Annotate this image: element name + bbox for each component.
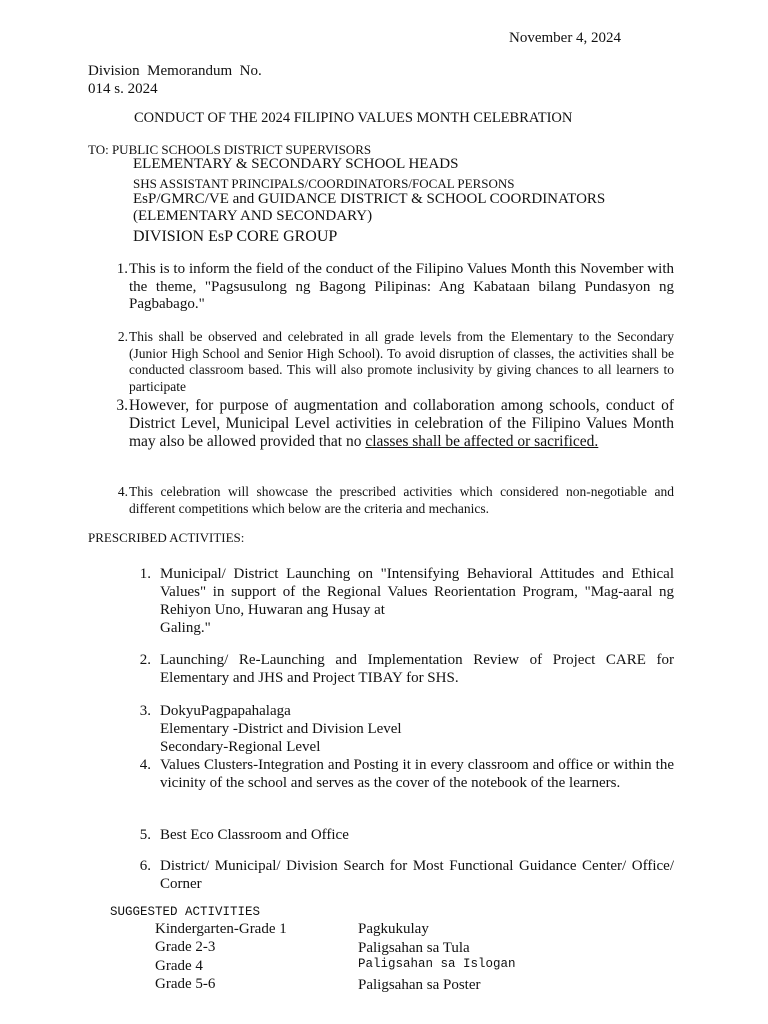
activity-text-main: DokyuPagpapahalaga (160, 703, 291, 719)
item-text: This celebration will showcase the prescribed activities which considered non-negotiable and different competitions which below are the criteria and mechanics. (129, 484, 674, 516)
memo-number-line1: Division Memorandum No. (88, 63, 262, 79)
activity-2 (135, 651, 674, 687)
prescribed-heading: PRESCRIBED ACTIVITIES: (88, 530, 245, 545)
recipient-3: EsP/GMRC/VE and GUIDANCE DISTRICT & SCHOOL COORDINATORS (133, 191, 606, 207)
item-text: This shall be observed and celebrated in all grade levels from the Elementary to the Secondary (Junior High School and Senior High School). To avoid disruption of classes, the activities shall be conducted classroom based. This will also promote inclusivity by giving chances to all learners to participate (129, 329, 674, 394)
memo-number (88, 62, 262, 98)
suggested-grade-1: Kindergarten-Grade 1 (155, 921, 287, 937)
activity-sub-1: Elementary -District and Division Level (160, 721, 402, 737)
to-line: TO: PUBLIC SCHOOLS DISTRICT SUPERVISORS (88, 142, 372, 157)
recipient-5: DIVISION EsP CORE GROUP (133, 228, 338, 245)
item-text: This is to inform the field of the conduct of the Filipino Values Month this November with the theme, "Pagsusulong ng Bagong Pilipinas: Ang Kabataan bilang Pundasyon ng Pagbabago." (129, 261, 674, 312)
suggested-activity-3: Paligsahan sa Islogan (358, 957, 516, 971)
activity-text: Values Clusters-Integration and Posting it in every classroom and office or within the vicinity of the school and serves as the cover of the notebook of the learners. (160, 757, 674, 791)
activity-3 (135, 702, 674, 756)
activity-text (160, 565, 674, 637)
activity-5 (135, 826, 674, 844)
activity-number: 5. (139, 827, 151, 843)
activity-number: 1. (139, 566, 151, 582)
memo-date: November 4, 2024 (509, 30, 622, 46)
body-item-1 (108, 261, 674, 314)
body-item-2 (108, 329, 674, 395)
activity-number: 2. (139, 652, 151, 668)
memo-title: CONDUCT OF THE 2024 FILIPINO VALUES MONTH CELEBRATION (134, 110, 573, 126)
item-text-main: However, for purpose of augmentation and collaboration among schools, conduct of District Level, Municipal Level activities in celebration of the Filipino Values Month may also be allowed provided that no (129, 397, 674, 450)
activity-text (160, 702, 674, 756)
activity-sub-2: Secondary-Regional Level (160, 739, 321, 755)
item-text (129, 397, 674, 451)
activity-text: Best Eco Classroom and Office (160, 827, 349, 843)
item-number: 4. (117, 484, 128, 499)
item-text-underlined: classes shall be affected or sacrificed. (365, 433, 599, 450)
suggested-grade-3: Grade 4 (155, 958, 203, 974)
activity-text: Launching/ Re-Launching and Implementation Review of Project CARE for Elementary and JHS and Project TIBAY for SHS. (160, 652, 674, 686)
body-item-4 (108, 484, 674, 517)
activity-number: 3. (139, 703, 151, 719)
activity-number: 4. (139, 757, 151, 773)
activity-text-main: Municipal/ District Launching on "Intensifying Behavioral Attitudes and Ethical Values" in support of the Regional Values Reorientation Program, "Mag-aaral ng Rehiyon Uno, Huwaran ang Husay at (160, 566, 674, 618)
recipient-4: (ELEMENTARY AND SECONDARY) (133, 208, 373, 224)
suggested-heading: SUGGESTED ACTIVITIES (110, 905, 261, 919)
item-number: 3. (116, 397, 128, 414)
recipient-2: SHS ASSISTANT PRINCIPALS/COORDINATORS/FOCAL PERSONS (133, 176, 515, 191)
suggested-activity-4: Paligsahan sa Poster (358, 977, 481, 993)
activity-4 (135, 756, 674, 792)
memo-number-line2: 014 s. 2024 (88, 81, 158, 97)
suggested-grade-2: Grade 2-3 (155, 939, 216, 955)
activity-6 (135, 857, 674, 893)
body-item-3 (108, 397, 674, 451)
activity-number: 6. (139, 858, 151, 874)
item-number: 1. (116, 261, 128, 277)
recipient-1: ELEMENTARY & SECONDARY SCHOOL HEADS (133, 156, 459, 172)
suggested-activity-1: Pagkukulay (358, 921, 429, 937)
suggested-grade-4: Grade 5-6 (155, 976, 216, 992)
item-number: 2. (117, 329, 128, 344)
activity-text-cont: Galing." (160, 620, 211, 636)
activity-text: District/ Municipal/ Division Search for Most Functional Guidance Center/ Office/ Corner (160, 858, 674, 892)
suggested-activity-2: Paligsahan sa Tula (358, 940, 470, 956)
activity-1 (135, 565, 674, 637)
